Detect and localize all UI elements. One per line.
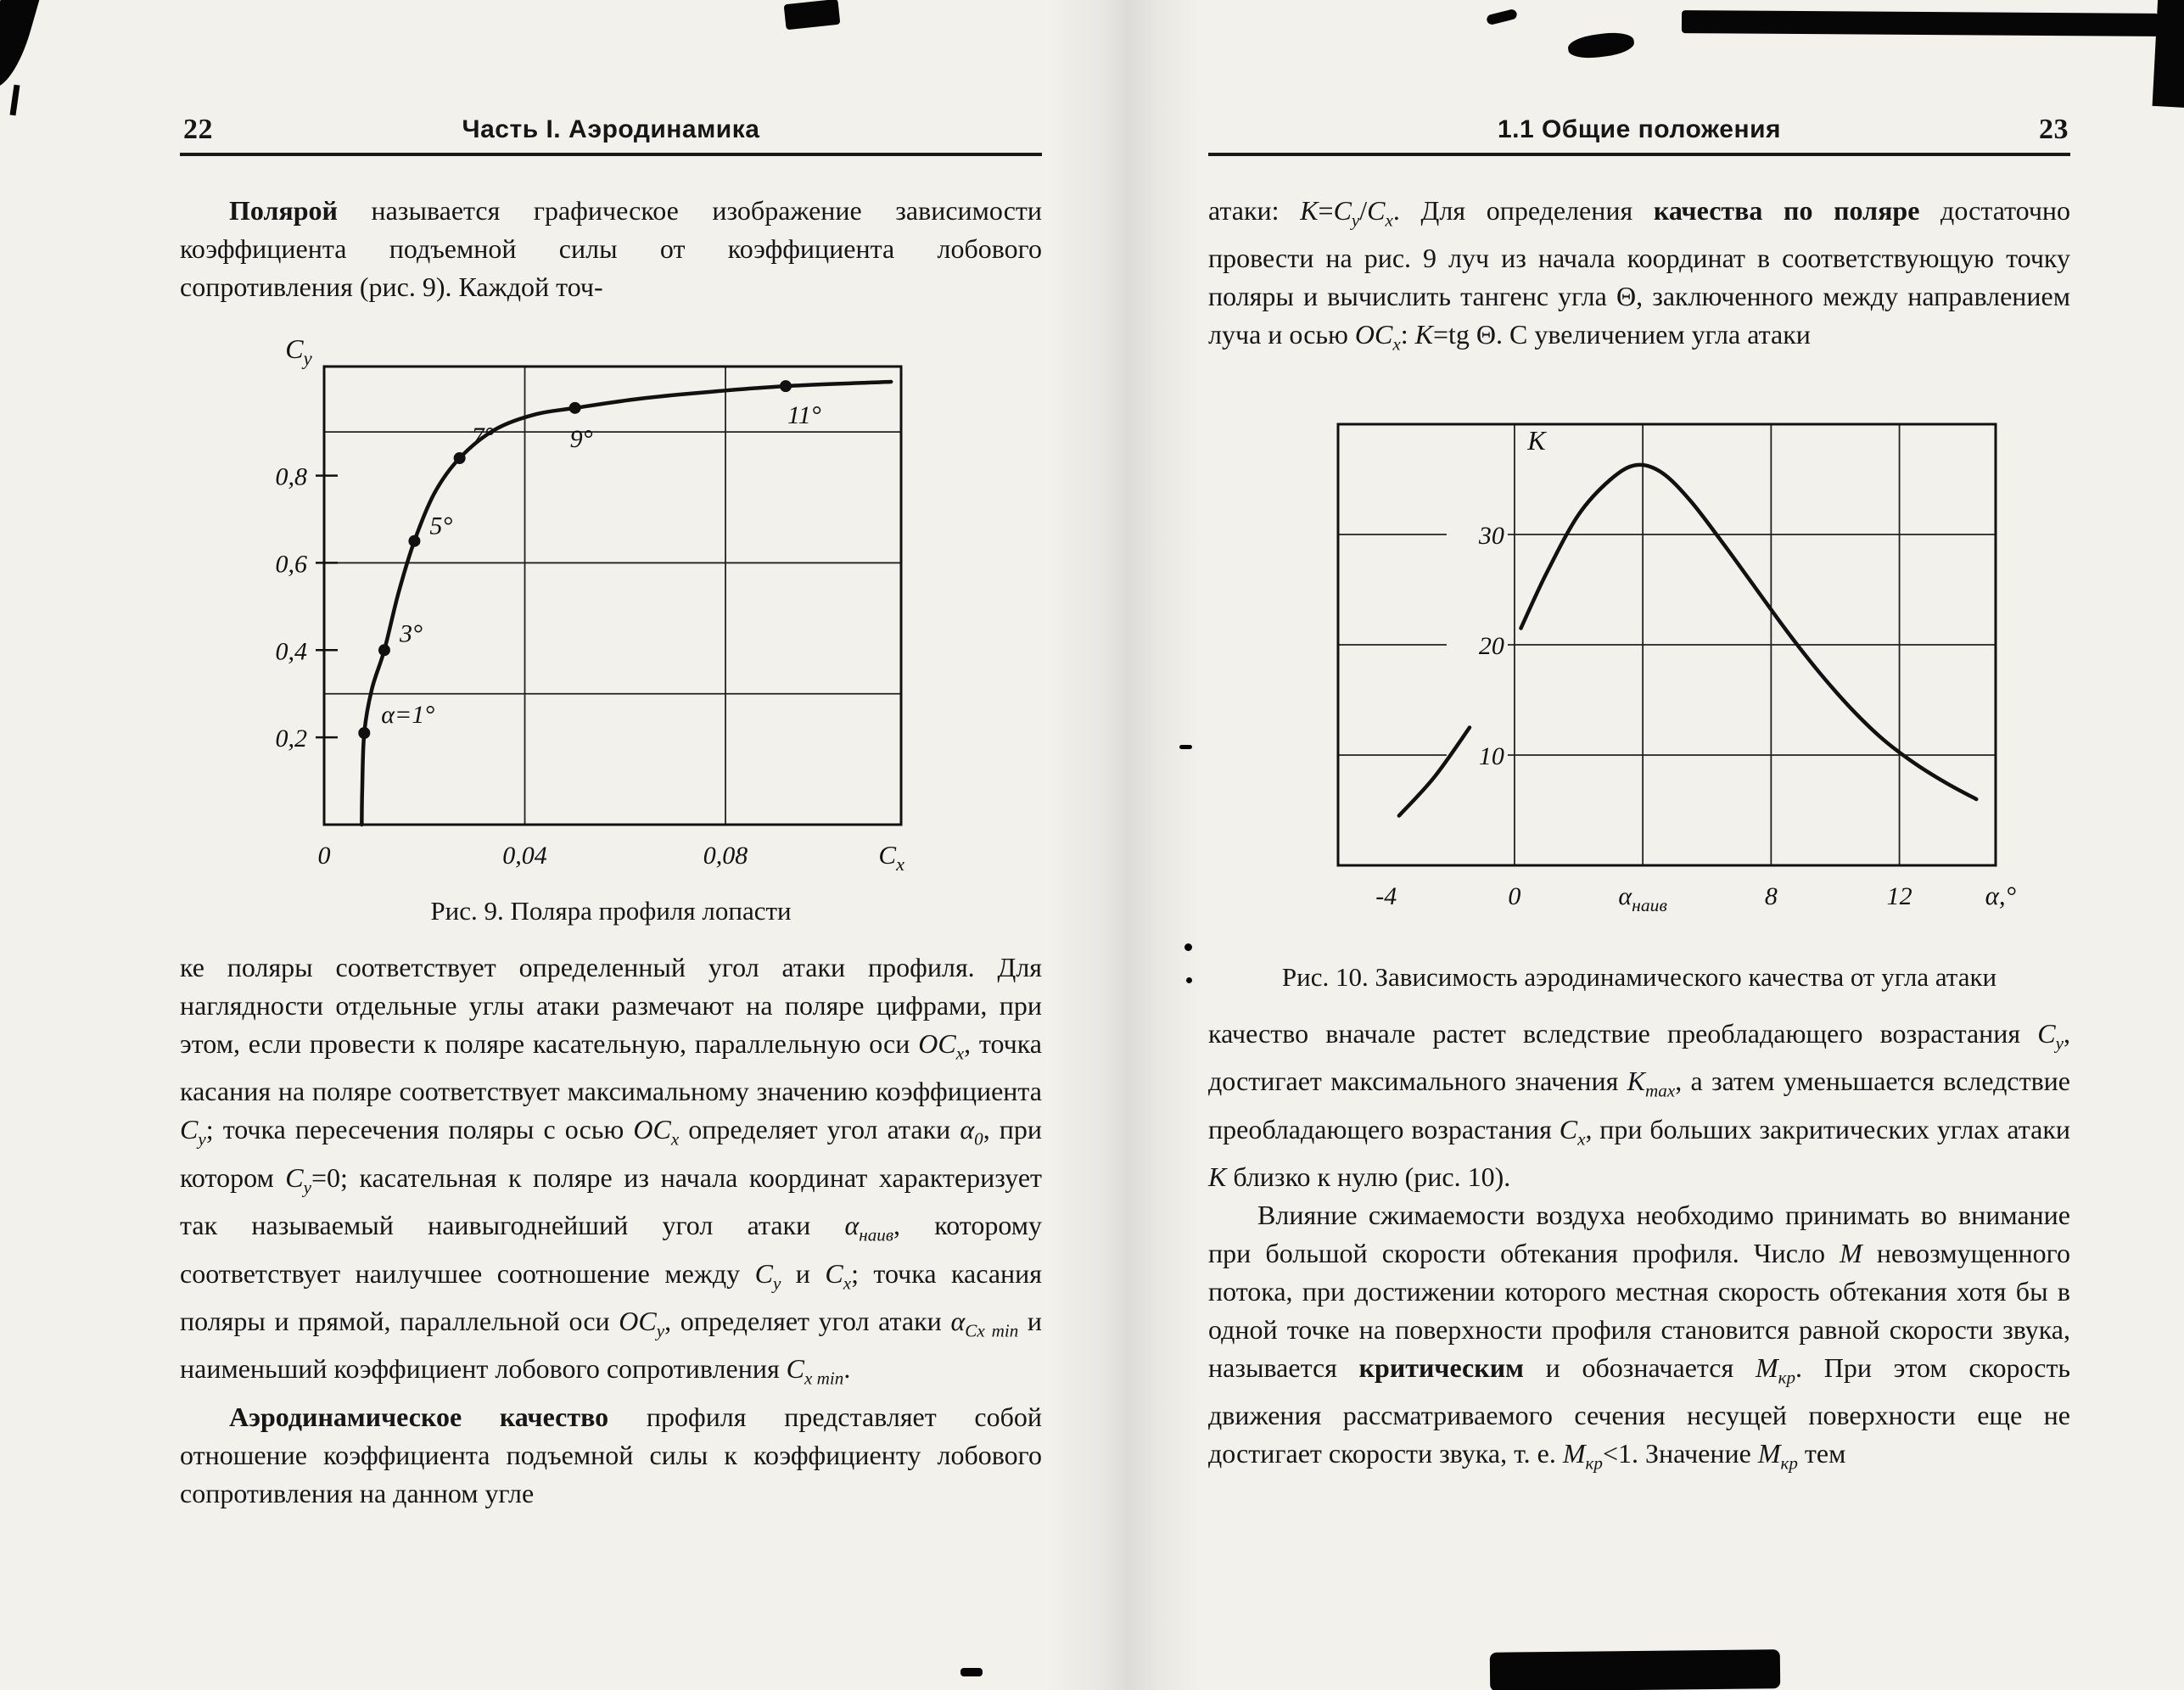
x-tick-label: 0 [1508,881,1521,910]
paragraph: Полярой называется графическое изображение зависимости коэффициента подъемной силы от коэффициента лобового сопротивления (рис. 9). Каждой точ- [180,195,1042,302]
curve [1520,465,1976,799]
curve [1399,727,1470,815]
x-axis-label: α,° [1985,880,2016,910]
y-axis-label: $C_у$ [285,333,312,369]
paragraph: Влияние сжимаемости воздуха необходимо принимать во внимание при большой скорости обтекания профиля. Число M невозмущенного потока, при достижении которого местная скорость обтекания хотя бы в одной точке на поверхности профиля становится равной скорости звука, называется критическим и обозначается $M_{кр}$. При этом скорость движения рассматриваемого сечения несущей поверхности еще не достигает скорости звука, т. е. $M_{кр}<1$. Значение $M_{кр}$ тем [1208,1199,2071,1474]
fig10-quality-chart [1257,386,2021,950]
x-tick-label: 8 [1764,881,1778,910]
point-label: 3° [399,619,423,648]
fig9-polar-chart [231,328,910,884]
paragraph: ке поляры соответствует определенный угол атаки профиля. Для наглядности отдельные углы атаки размечают на поляре цифрами, при этом, если провести к поляре касательную, параллельную оси $OC_x$, точка касания на поляре соответствует максимальному значению коэффициента $C_y$; точка пересечения поляры с осью $OC_x$ определяет угол атаки $\alpha_0$, при котором $C_y=0$; касательная к поляре из начала координат характеризует так называемый наивыгоднейший угол атаки $\alpha_{наив}$, которому соответствует наилучшее соотношение между $C_y$ и $C_x$; точка касания поляры и прямой, параллельной оси $OC_y$, определяет угол атаки $\alpha_{Cx min}$ и наименьший коэффициент лобового сопротивления $C_{x min}$. [180,952,1043,1389]
x-tick-label: 12 [1886,881,1912,910]
scan-artifact [0,0,43,93]
x-tick-label: 0 [317,842,331,870]
point-label: α=1° [381,701,435,729]
data-point [780,380,792,392]
point-label: 9° [569,424,593,453]
text-column-right [1208,192,2070,1483]
figure-9 [180,328,1042,928]
scan-artifact [960,1668,983,1676]
scan-artifact [1490,1649,1780,1690]
scan-artifact [1486,8,1518,25]
figure-10 [1208,386,2070,994]
page-right-header [1208,109,2070,151]
page-left-header [180,109,1042,151]
x-tick-label: -4 [1375,881,1397,910]
scan-artifact [1682,10,2159,36]
y-tick-label: 30 [1478,521,1504,550]
paragraph: атаки: $K=C_y/C_x$. Для определения качества по поляре достаточно провести на рис. 9 луч из начала координат в соответствующую точку поляры и вычислить тангенс угла Θ, заключенного между направлением луча и осью $OC_x$: K=tg Θ. С увеличением угла атаки [1208,195,2071,355]
y-tick-label: 20 [1478,631,1504,660]
text-column-left [180,192,1042,1513]
scan-artifact [2153,0,2184,108]
y-axis-label: K [1527,424,1546,456]
page-right [1208,109,2070,1483]
data-point [454,452,466,464]
scan-artifact [1567,30,1636,60]
curve [361,382,891,825]
point-label: 11° [787,401,821,430]
header-rule-right [1208,153,2070,156]
scan-artifact [10,85,20,116]
running-title-right: 1.1 Общие положения [1497,115,1782,143]
scan-artifact [784,0,841,30]
data-point [378,644,390,656]
point-label: 5° [429,512,453,540]
x-axis-label: $C_х$ [878,840,904,875]
y-tick-label: 0,6 [275,550,307,579]
header-rule-left [180,153,1042,156]
page-number-left: 22 [183,114,213,145]
y-tick-label: 0,8 [275,462,307,491]
data-point [569,402,581,414]
paragraph: качество вначале растет вследствие преобладающего возрастания $C_y$, достигает максимального значения $K_{max}$, а затем уменьшается вследствие преобладающего возрастания $C_x$, при больших закритических углах атаки K близко к нулю (рис. 10). [1208,1017,2071,1192]
figure-10-caption: Рис. 10. Зависимость аэродинамического качества от угла атаки [1281,961,1997,992]
plot-border [324,367,901,825]
page-gutter-shadow [1049,0,1201,1690]
data-point [408,535,420,547]
page-number-right: 23 [2039,114,2069,145]
figure-9-caption: Рис. 9. Поляра профиля лопасти [430,896,792,926]
point-label: 7° [471,422,495,450]
data-point [358,727,370,739]
y-tick-label: 0,2 [275,725,307,753]
x-tick-label: 0,08 [703,842,748,870]
running-title-left: Часть I. Аэродинамика [462,115,760,143]
x-tick-label: 0,04 [502,842,547,870]
y-tick-label: 0,4 [275,637,307,666]
y-tick-label: 10 [1478,741,1504,770]
x-tick-label: $\alpha_{наив}$ [1618,881,1667,915]
page-left [180,109,1042,1513]
paragraph: Аэродинамическое качество профиля представляет собой отношение коэффициента подъемной силы к коэффициенту лобового сопротивления на данном угле [180,1401,1043,1508]
